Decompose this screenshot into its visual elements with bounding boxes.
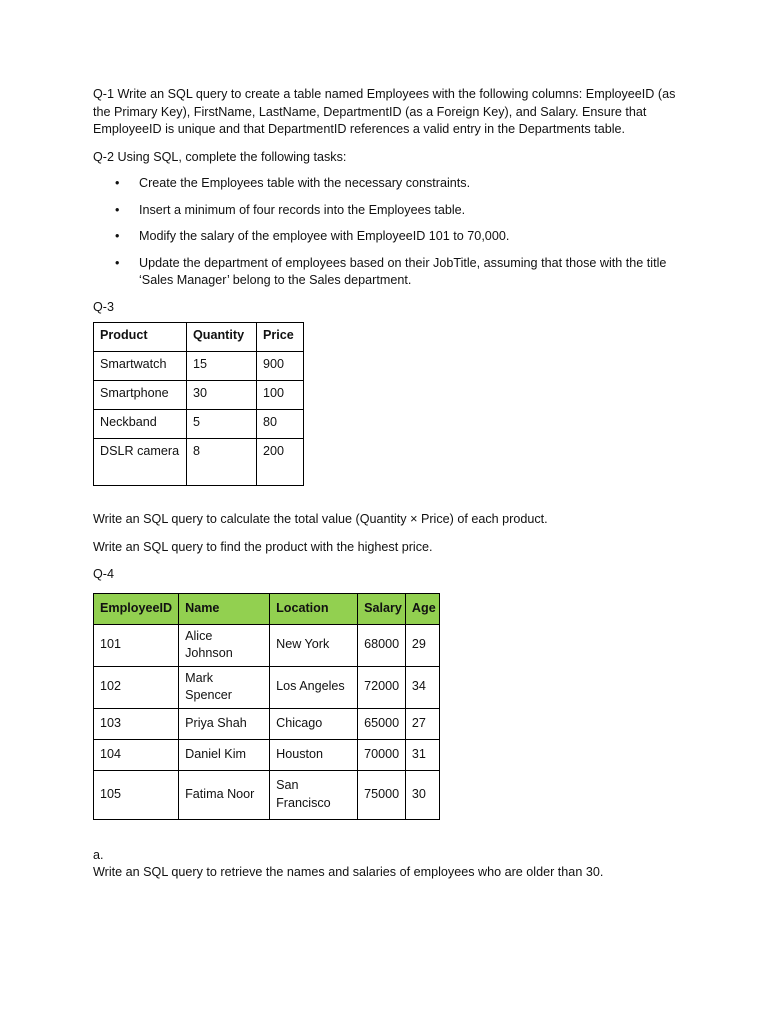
table-row xyxy=(94,624,440,666)
document-page xyxy=(93,86,678,882)
table-row xyxy=(94,439,304,486)
list-item xyxy=(93,255,678,290)
task-text: Modify the salary of the employee with EmployeeID 101 to 70,000. xyxy=(139,229,510,243)
table-header-row xyxy=(94,323,304,352)
table-row xyxy=(94,381,304,410)
cell-price: 200 xyxy=(257,439,304,486)
column-header-age: Age xyxy=(405,593,439,624)
cell-quantity: 5 xyxy=(187,410,257,439)
cell-employeeid: 102 xyxy=(94,666,179,708)
cell-product: Smartwatch xyxy=(94,352,187,381)
cell-name: Daniel Kim xyxy=(179,739,270,770)
question-4-label: Q-4 xyxy=(93,567,114,581)
table-row xyxy=(94,708,440,739)
list-item xyxy=(93,202,678,220)
cell-salary: 72000 xyxy=(358,666,406,708)
bullet-icon: • xyxy=(115,229,120,243)
cell-location: Houston xyxy=(270,739,358,770)
column-header-employeeid: EmployeeID xyxy=(94,593,179,624)
cell-employeeid: 105 xyxy=(94,770,179,819)
product-table xyxy=(93,322,304,486)
cell-location: San Francisco xyxy=(270,770,358,819)
bullet-icon: • xyxy=(115,202,120,217)
question-3-task-b: Write an SQL query to find the product with the highest price. xyxy=(93,539,433,554)
column-header-product: Product xyxy=(94,323,187,352)
cell-location: Chicago xyxy=(270,708,358,739)
cell-quantity: 8 xyxy=(187,439,257,486)
question-1-text: Q-1 Write an SQL query to create a table named Employees with the following columns: EmployeeID (as the Primary Key), FirstName, LastName, DepartmentID (as a Foreign Key), and Salary. Ensure that EmployeeID is unique and that DepartmentID references a valid entry in the Departments table. xyxy=(93,87,676,136)
table-row xyxy=(94,739,440,770)
cell-price: 80 xyxy=(257,410,304,439)
column-header-name: Name xyxy=(179,593,270,624)
column-header-salary: Salary xyxy=(358,593,406,624)
list-item xyxy=(93,228,678,246)
question-3-task-a: Write an SQL query to calculate the total value (Quantity × Price) of each product. xyxy=(93,512,548,526)
question-4-task-a: Write an SQL query to retrieve the names and salaries of employees who are older than 30. xyxy=(93,865,604,879)
cell-name: Alice Johnson xyxy=(179,624,270,666)
cell-quantity: 15 xyxy=(187,352,257,381)
cell-location: Los Angeles xyxy=(270,666,358,708)
column-header-location: Location xyxy=(270,593,358,624)
cell-price: 900 xyxy=(257,352,304,381)
question-2-intro: Q-2 Using SQL, complete the following tasks: xyxy=(93,149,347,164)
bullet-icon: • xyxy=(115,255,120,270)
column-header-quantity: Quantity xyxy=(187,323,257,352)
cell-price: 100 xyxy=(257,381,304,410)
task-text: Insert a minimum of four records into the Employees table. xyxy=(139,202,466,217)
cell-name: Mark Spencer xyxy=(179,666,270,708)
table-row xyxy=(94,410,304,439)
cell-product: Neckband xyxy=(94,410,187,439)
table-row xyxy=(94,770,440,819)
cell-location: New York xyxy=(270,624,358,666)
employee-table xyxy=(93,593,440,820)
cell-salary: 70000 xyxy=(358,739,406,770)
cell-salary: 65000 xyxy=(358,708,406,739)
cell-employeeid: 104 xyxy=(94,739,179,770)
table-row xyxy=(94,666,440,708)
cell-product: Smartphone xyxy=(94,381,187,410)
list-item xyxy=(93,175,678,193)
table-row xyxy=(94,352,304,381)
cell-salary: 75000 xyxy=(358,770,406,819)
cell-name: Fatima Noor xyxy=(179,770,270,819)
cell-salary: 68000 xyxy=(358,624,406,666)
cell-quantity: 30 xyxy=(187,381,257,410)
cell-age: 29 xyxy=(405,624,439,666)
column-header-price: Price xyxy=(257,323,304,352)
task-text: Update the department of employees based on their JobTitle, assuming that those with the title ‘Sales Manager’ belong to the Sales department. xyxy=(139,255,667,287)
question-3-label: Q-3 xyxy=(93,299,114,314)
question-2-task-list xyxy=(93,175,678,290)
cell-product: DSLR camera xyxy=(94,439,187,486)
question-4-sub-label: a. xyxy=(93,847,104,862)
cell-name: Priya Shah xyxy=(179,708,270,739)
cell-age: 30 xyxy=(405,770,439,819)
cell-age: 31 xyxy=(405,739,439,770)
cell-age: 27 xyxy=(405,708,439,739)
cell-employeeid: 101 xyxy=(94,624,179,666)
cell-age: 34 xyxy=(405,666,439,708)
table-header-row xyxy=(94,593,440,624)
bullet-icon: • xyxy=(115,176,120,190)
task-text: Create the Employees table with the necessary constraints. xyxy=(139,176,471,190)
cell-employeeid: 103 xyxy=(94,708,179,739)
